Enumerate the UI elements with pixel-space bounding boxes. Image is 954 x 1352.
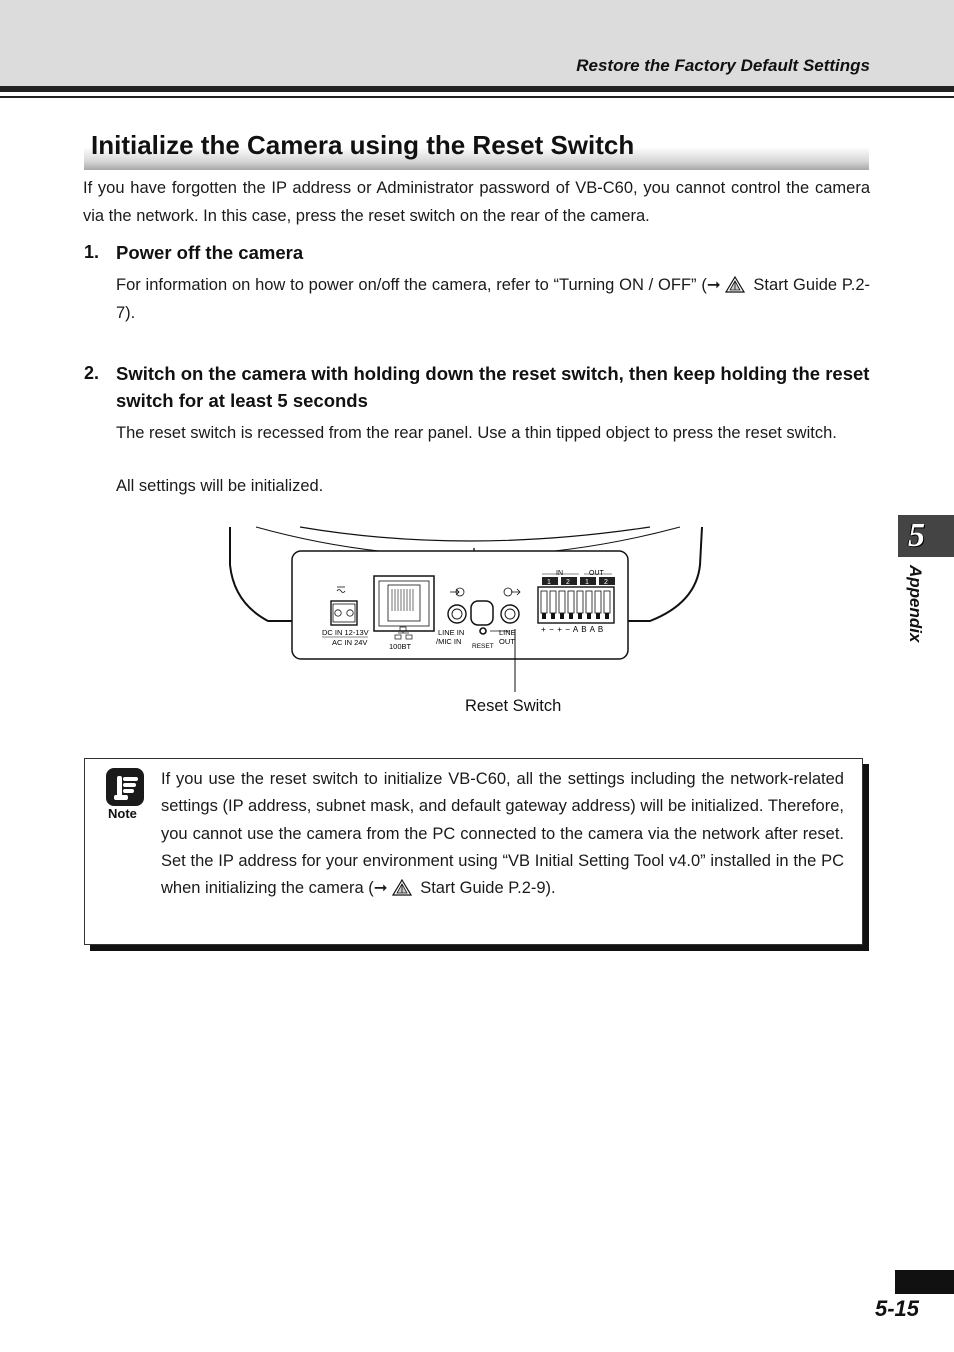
- note-icon-label: Note: [108, 806, 137, 821]
- line-out-label-2: OUT: [499, 637, 515, 646]
- step-2-number: 2.: [84, 363, 100, 383]
- out-group-label: OUT: [589, 570, 604, 577]
- arrow-icon: ➞: [706, 276, 721, 294]
- header-rule-thick: [0, 86, 954, 92]
- header-title: Restore the Factory Default Settings: [576, 56, 870, 75]
- camera-rear-panel-figure: [220, 525, 710, 725]
- line-in-label: LINE IN: [438, 628, 465, 637]
- step-1-text-before: For information on how to power on/off the camera, refer to “Turning ON / OFF” (: [116, 276, 707, 294]
- page-tab: [895, 1270, 954, 1294]
- chapter-label: Appendix: [906, 565, 925, 643]
- page-number: 5-15: [874, 1296, 919, 1321]
- arrow-icon: ➞: [373, 879, 388, 898]
- in-group-label: IN: [556, 570, 563, 577]
- step-1-text: [116, 273, 870, 326]
- terminal-number-2: 2: [566, 579, 570, 586]
- start-guide-icon: [725, 276, 745, 301]
- lan-label: 100BT: [389, 642, 412, 651]
- note-text-before: If you use the reset switch to initialize VB-C60, all the settings including the network-related settings (IP address, subnet mask, and default gateway address) will be initialized. Therefore, you cannot use the camera from the PC connected to the camera via the network after reset. Set the IP address for your environment using “VB Initial Setting Tool v4.0” installed in the PC when initializing the camera (: [161, 770, 844, 898]
- step-1-text-after: Start Guide P.2-7).: [116, 276, 871, 322]
- step-1-number: 1.: [84, 242, 100, 262]
- step-1-title: Power off the camera: [116, 242, 304, 263]
- ac-in-label: AC IN 24V: [332, 638, 368, 647]
- reset-label: RESET: [472, 643, 494, 650]
- figure-caption: Reset Switch: [465, 697, 562, 715]
- step-2-text-2: All settings will be initialized.: [116, 477, 324, 495]
- header-rule-thin: [0, 96, 954, 98]
- camera-rear-panel-illustration: [220, 525, 710, 725]
- intro-paragraph: If you have forgotten the IP address or Administrator password of VB-C60, you cannot control the camera via the network. In this case, press the reset switch on the rear of the camera.: [83, 179, 870, 225]
- note-text: [161, 766, 844, 905]
- note-hand-icon: [106, 768, 144, 806]
- start-guide-icon: [392, 878, 412, 905]
- section-heading-text: Initialize the Camera using the Reset Switch: [91, 130, 635, 160]
- mic-in-label: /MIC IN: [436, 637, 462, 646]
- terminal-number-3: 1: [585, 579, 589, 586]
- step-2-title: Switch on the camera with holding down the reset switch, then keep holding the reset switch for at least 5 seconds: [116, 363, 870, 411]
- chapter-tab: [898, 515, 954, 557]
- step-2-text: The reset switch is recessed from the rear panel. Use a thin tipped object to press the reset switch.: [116, 424, 837, 442]
- line-out-label-1: LINE: [499, 628, 516, 637]
- terminal-number-4: 2: [604, 579, 608, 586]
- terminal-number-1: 1: [547, 579, 551, 586]
- chapter-number: 5: [908, 517, 925, 554]
- dc-in-label: DC IN 12-13V: [322, 628, 369, 637]
- note-text-after: Start Guide P.2-9).: [415, 879, 556, 898]
- section-heading: [84, 128, 869, 170]
- terminal-bottom-labels: + − + − A B A B: [541, 625, 604, 634]
